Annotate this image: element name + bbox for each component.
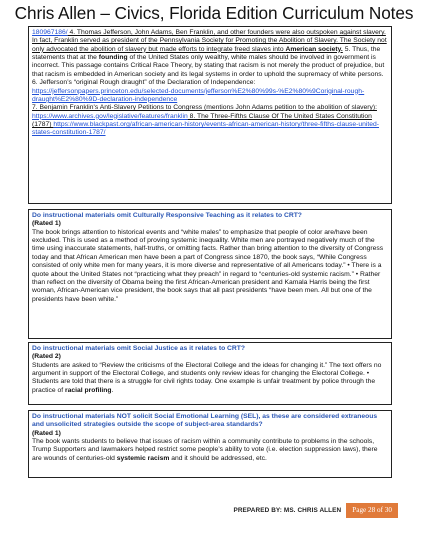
section-rating: (Rated 1) bbox=[32, 220, 61, 228]
section-question: Do instructional materials omit Social Justice as it relates to CRT? bbox=[32, 345, 246, 352]
statement-text: 5. Thus, the statements that at the bbox=[32, 45, 381, 62]
section-question: Do instructional materials NOT solicit Social Emotional Learning (SEL), as these are considered extraneous and unsolicited strategies outside the scope of subject-area standards? bbox=[32, 413, 378, 429]
jefferson-papers-link[interactable]: https://jeffersonpapers.princeton.edu/selected-documents/jefferson%E2%80%99s-%E2%80%9Coriginal-rough-draught%E2%80%9D-declaration-independence bbox=[32, 87, 365, 103]
page-number-badge: Page 28 of 30 bbox=[346, 503, 398, 518]
blackpast-link[interactable]: https://www.blackpast.org/african-american-history/events-african-american-history/three-fifths-clause-united-states-constitution-1787/ bbox=[32, 120, 380, 137]
emphasis-text: founding bbox=[98, 54, 128, 62]
section-body bbox=[32, 362, 388, 395]
section-body bbox=[32, 438, 388, 463]
archives-link[interactable]: https://www.archives.gov/legislative/features/franklin bbox=[32, 112, 188, 120]
body-text: The book wants students to believe that issues of racism within a community contribute to problems in the schools, Trump Supporters and lawmakers helped restrict some people’s ability to vote (i.e. election suppression laws), there are wounds of centuries-old bbox=[32, 438, 378, 462]
body-text: . bbox=[111, 386, 114, 394]
emphasis-text: racial profiling bbox=[65, 386, 112, 394]
body-text: and it should be addressed, etc. bbox=[169, 454, 267, 462]
references-paragraph bbox=[32, 104, 388, 137]
sel-section bbox=[28, 410, 392, 478]
reference-link[interactable]: 180967186/ bbox=[32, 29, 68, 36]
social-justice-section bbox=[28, 342, 392, 405]
page-footer bbox=[233, 503, 398, 518]
statement-text: 4. Thomas Jefferson, John Adams, Ben Franklin, and other founders were also outspoken against slavery. In fact, Franklin served as president of the Pennsylvania Society for Promoting the Abolition of Slavery. The Society not only advocated the abolition of slavery but made efforts to integrate freed slaves into bbox=[32, 29, 387, 53]
section-body: The book brings attention to historical events and “white males” to emphasize that people of color are/have been excluded. This is used as a method of proving systemic inequality. White men are portrayed negatively much of the time using inaccurate statements, half-truths, or omitting facts. Rather than bring attention to the diversity of Congress today and that African American men have been a part of Congress since 1870, the book says, “While Congress consisted of only white men for many years, it is more diverse and representative of all Americans today.” • There is a quote about the United States not “practicing what they preach” in regard to “centuries-old systemic racism.” • Rather than reflect on the diversity of Obama being the first African-American president and Kamala Harris being the first woman, African-American vice president, the book says that all past presidents “have been men. All but one of the presidents have been white.” bbox=[32, 228, 384, 303]
statement-text: of the United States only wealthy, white males should be involved in government is incorrect. This passage contains Critical Race Theory, by stating that racism is not merely the product of prejudice, but that racism is embedded in American society and its legal systems in order to uphold the supremacy of white persons. 6. Jefferson’s “original Rough draught” of the Declaration of Independence: bbox=[32, 54, 385, 87]
references-section bbox=[28, 26, 392, 204]
body-text: Students are asked to “Review the criticisms of the Electoral College and the ideas for changing it.” The text offers no argument in support of the Electoral College, and students only review ideas for changing the Electoral College. • Students are told that there is a struggle for civil rights today. One example is unfair treatment by police through the practice of bbox=[32, 361, 382, 394]
section-rating: (Rated 2) bbox=[32, 353, 61, 361]
prepared-by: PREPARED BY: MS. CHRIS ALLEN bbox=[233, 506, 342, 514]
statement-text: 7. Benjamin Franklin's Anti-Slavery Petitions to Congress (mentions John Adams petition to the abolition of slavery): bbox=[32, 104, 377, 112]
page-title: Chris Allen – Civics, Florida Edition Curriculum Notes bbox=[14, 3, 414, 23]
emphasis-text: American society. bbox=[285, 45, 343, 53]
statement-text: 8. The Three-Fifths Clause Of The United States Constitution (1787) bbox=[32, 112, 372, 128]
emphasis-text: systemic racism bbox=[116, 454, 170, 462]
references-paragraph bbox=[32, 29, 388, 104]
section-question: Do instructional materials omit Culturally Responsive Teaching as it relates to CRT? bbox=[32, 212, 302, 219]
section-rating: (Rated 1) bbox=[32, 429, 61, 437]
crt-teaching-section bbox=[28, 209, 392, 339]
